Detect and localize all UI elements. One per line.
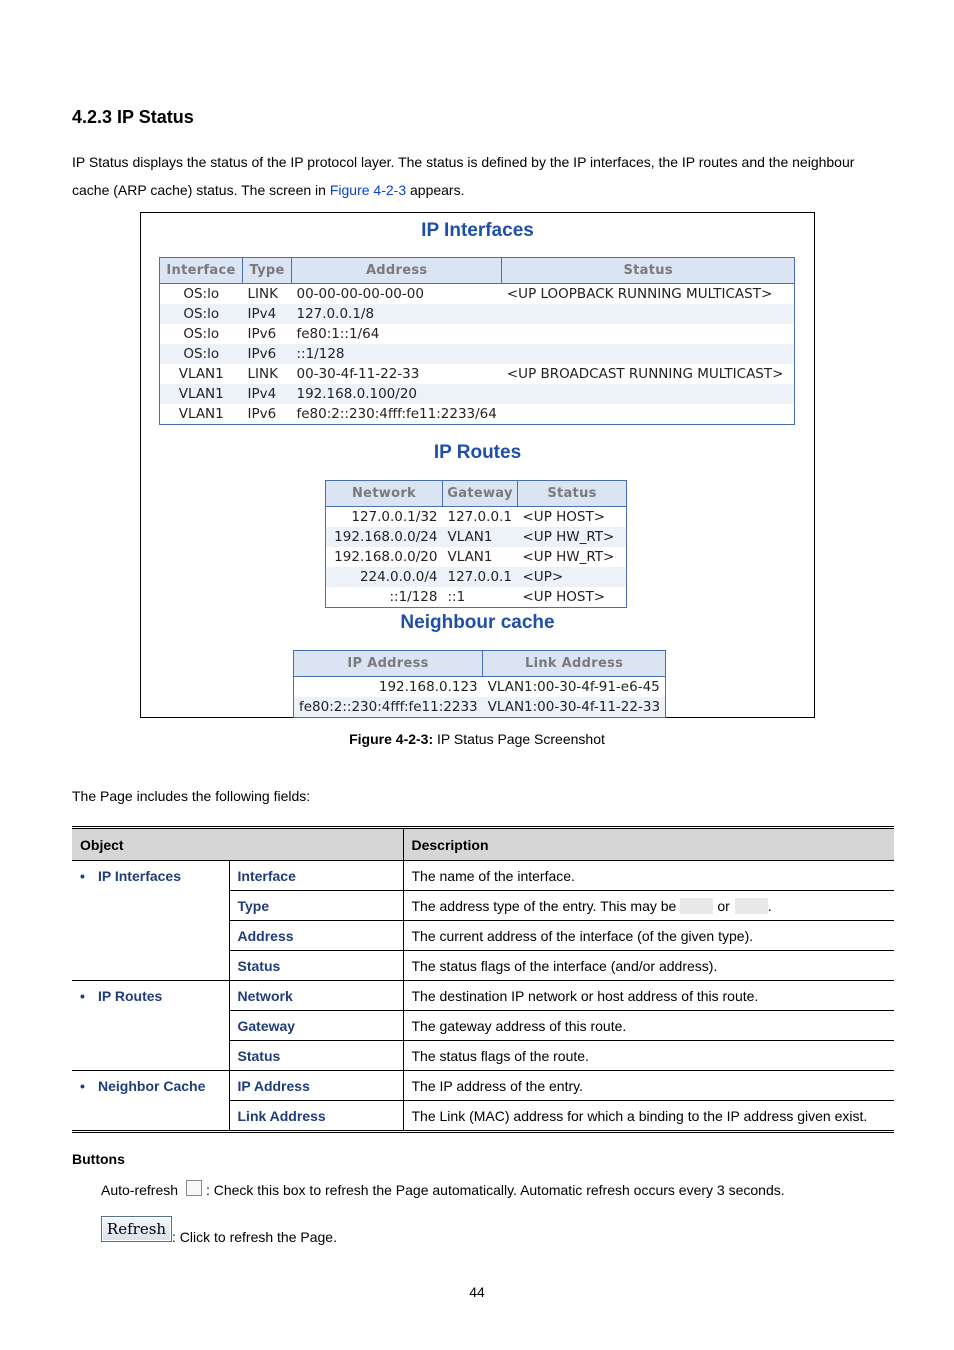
table-cell: 192.168.0.0/20 bbox=[334, 549, 438, 565]
ip-interfaces-title: IP Interfaces bbox=[421, 220, 534, 241]
object-cell bbox=[72, 861, 229, 981]
table-cell: OS:lo bbox=[160, 344, 243, 364]
neighbour-cache-col-header: Link Address bbox=[483, 651, 666, 677]
table-cell: 192.168.0.0/24 bbox=[326, 527, 443, 547]
table-cell: 00-30-4f-11-22-33 bbox=[296, 366, 420, 382]
auto-refresh-label: Auto-refresh bbox=[101, 1182, 179, 1198]
table-cell: IPv4 bbox=[243, 384, 292, 404]
buttons-heading: Buttons bbox=[72, 1151, 125, 1167]
neighbour-cache-table bbox=[293, 650, 666, 718]
section-title: 4.2.3 IP Status bbox=[72, 107, 194, 127]
auto-refresh-description: : Check this box to refresh the Page automatically. Automatic refresh occurs every 3 seconds. bbox=[205, 1182, 785, 1198]
description-text: The destination IP network or host address of this route. bbox=[411, 987, 759, 1004]
table-cell: ::1/128 bbox=[292, 344, 502, 364]
table-row bbox=[294, 677, 666, 698]
object-label: IP Routes bbox=[98, 988, 163, 1004]
table-cell: IPv4 bbox=[243, 304, 292, 324]
table-cell: 224.0.0.0/4 bbox=[326, 567, 443, 587]
table-cell: <UP> bbox=[518, 567, 627, 587]
description-header: Description bbox=[403, 828, 894, 861]
figure-caption bbox=[0, 731, 954, 747]
table-row bbox=[72, 981, 894, 1011]
description-text: The name of the interface. bbox=[411, 867, 575, 884]
field-description bbox=[403, 1071, 894, 1101]
description-text: The status flags of the interface (and/or address). bbox=[411, 957, 718, 974]
table-cell bbox=[502, 344, 795, 364]
field-name: Status bbox=[229, 951, 403, 981]
table-cell: VLAN1 bbox=[447, 549, 493, 565]
table-cell: VLAN1 bbox=[160, 384, 243, 404]
description-text: The Link (MAC) address for which a binding to the IP address given exist. bbox=[411, 1107, 868, 1124]
table-row bbox=[326, 587, 627, 608]
table-cell: VLAN1:00-30-4f-91-e6-45 bbox=[487, 679, 660, 695]
period: . bbox=[767, 897, 772, 914]
fields-table bbox=[72, 826, 894, 1133]
description-text: The address type of the entry. This may be bbox=[411, 897, 677, 914]
table-cell: <UP HW_RT> bbox=[518, 527, 627, 547]
type-value-placeholder bbox=[680, 898, 713, 914]
table-cell: <UP HOST> bbox=[522, 589, 606, 605]
fields-intro: The Page includes the following fields: bbox=[72, 788, 311, 804]
field-description bbox=[403, 891, 894, 921]
field-name: Interface bbox=[229, 861, 403, 891]
table-cell: 127.0.0.1/32 bbox=[351, 509, 438, 525]
refresh-button[interactable]: Refresh bbox=[101, 1216, 172, 1242]
type-value-placeholder bbox=[735, 898, 768, 914]
ip-interfaces-col-header: Status bbox=[502, 258, 795, 284]
description-text: The IP address of the entry. bbox=[411, 1077, 583, 1094]
table-cell: <UP BROADCAST RUNNING MULTICAST> bbox=[506, 366, 784, 382]
field-name: Type bbox=[229, 891, 403, 921]
table-cell: <UP HOST> bbox=[522, 509, 606, 525]
or-text: or bbox=[717, 897, 730, 914]
object-cell bbox=[72, 981, 229, 1071]
intro-text-end: appears. bbox=[406, 182, 465, 198]
ip-routes-col-header: Status bbox=[518, 481, 627, 507]
page-number: 44 bbox=[469, 1284, 485, 1300]
table-cell: 192.168.0.100/20 bbox=[292, 384, 502, 404]
intro-paragraph bbox=[72, 148, 892, 204]
field-description bbox=[403, 1041, 894, 1071]
ip-interfaces-col-header: Address bbox=[292, 258, 502, 284]
field-name: IP Address bbox=[229, 1071, 403, 1101]
table-row bbox=[326, 547, 627, 567]
auto-refresh-checkbox[interactable] bbox=[186, 1180, 202, 1196]
table-row bbox=[160, 364, 795, 384]
object-header: Object bbox=[72, 828, 403, 861]
table-cell: fe80:2::230:4fff:fe11:2233 bbox=[294, 697, 483, 718]
field-name: Status bbox=[229, 1041, 403, 1071]
table-cell: 127.0.0.1/8 bbox=[292, 304, 502, 324]
table-row bbox=[72, 861, 894, 891]
description-text: The current address of the interface (of the given type). bbox=[411, 927, 754, 944]
table-row bbox=[160, 384, 795, 404]
field-name: Address bbox=[229, 921, 403, 951]
ip-interfaces-col-header: Type bbox=[243, 258, 292, 284]
caption-label: Figure 4-2-3: bbox=[349, 731, 434, 747]
ip-routes-title: IP Routes bbox=[433, 442, 522, 463]
table-row bbox=[294, 697, 666, 718]
table-row bbox=[160, 404, 795, 425]
field-description bbox=[403, 1101, 894, 1132]
bullet-icon: • bbox=[80, 868, 85, 884]
table-cell: 127.0.0.1 bbox=[443, 567, 518, 587]
figure-link[interactable]: Figure 4-2-3 bbox=[329, 182, 407, 198]
table-cell: IPv6 bbox=[247, 326, 277, 342]
table-cell: IPv6 bbox=[247, 406, 277, 422]
table-cell: fe80:2::230:4fff:fe11:2233/64 bbox=[296, 406, 497, 422]
table-cell: OS:lo bbox=[183, 286, 220, 302]
table-row bbox=[326, 507, 627, 528]
table-row bbox=[160, 304, 795, 324]
intro-text: IP Status displays the status of the IP protocol layer. The status is defined by the IP interfaces, the IP routes and the neighbour cache (ARP cache) status. The screen in bbox=[72, 154, 855, 198]
ip-routes-col-header: Network bbox=[326, 481, 443, 507]
field-description bbox=[403, 1011, 894, 1041]
table-cell: VLAN1 bbox=[178, 406, 224, 422]
caption-text: IP Status Page Screenshot bbox=[433, 731, 605, 747]
table-cell: LINK bbox=[247, 366, 278, 382]
field-description bbox=[403, 921, 894, 951]
table-cell: <UP HW_RT> bbox=[522, 549, 615, 565]
description-text: The status flags of the route. bbox=[411, 1047, 589, 1064]
table-cell: VLAN1:00-30-4f-11-22-33 bbox=[483, 697, 666, 718]
table-row bbox=[72, 1071, 894, 1101]
refresh-description: : Click to refresh the Page. bbox=[172, 1229, 337, 1245]
ip-interfaces-table bbox=[159, 257, 795, 425]
table-cell: VLAN1 bbox=[178, 366, 224, 382]
table-cell bbox=[502, 324, 795, 344]
table-cell: <UP LOOPBACK RUNNING MULTICAST> bbox=[506, 286, 773, 302]
description-text: The gateway address of this route. bbox=[411, 1017, 627, 1034]
field-name: Network bbox=[229, 981, 403, 1011]
bullet-icon: • bbox=[80, 988, 85, 1004]
bullet-icon: • bbox=[80, 1078, 85, 1094]
field-description bbox=[403, 861, 894, 891]
table-cell: OS:lo bbox=[160, 304, 243, 324]
object-label: IP Interfaces bbox=[98, 868, 182, 884]
table-cell: VLAN1 bbox=[443, 527, 518, 547]
object-cell bbox=[72, 1071, 229, 1132]
table-row bbox=[160, 344, 795, 364]
neighbour-cache-col-header: IP Address bbox=[294, 651, 483, 677]
neighbour-cache-title: Neighbour cache bbox=[400, 612, 555, 633]
field-name: Link Address bbox=[229, 1101, 403, 1132]
auto-refresh-line bbox=[101, 1180, 785, 1198]
table-row bbox=[160, 324, 795, 344]
object-label: Neighbor Cache bbox=[98, 1078, 206, 1094]
table-cell bbox=[502, 384, 795, 404]
table-row bbox=[160, 284, 795, 305]
table-cell: 192.168.0.123 bbox=[378, 679, 478, 695]
table-cell: 00-00-00-00-00-00 bbox=[296, 286, 424, 302]
table-cell: fe80:1::1/64 bbox=[296, 326, 380, 342]
table-cell: LINK bbox=[247, 286, 278, 302]
ip-status-screenshot bbox=[140, 212, 815, 718]
table-cell: ::1/128 bbox=[389, 589, 438, 605]
ip-routes-table bbox=[325, 480, 627, 608]
table-cell: ::1 bbox=[447, 589, 466, 605]
table-cell bbox=[502, 404, 795, 425]
field-description bbox=[403, 951, 894, 981]
table-cell: IPv6 bbox=[243, 344, 292, 364]
table-row bbox=[326, 527, 627, 547]
field-name: Gateway bbox=[229, 1011, 403, 1041]
ip-routes-col-header: Gateway bbox=[443, 481, 518, 507]
field-description bbox=[403, 981, 894, 1011]
table-row bbox=[326, 567, 627, 587]
table-cell bbox=[502, 304, 795, 324]
table-cell: OS:lo bbox=[183, 326, 220, 342]
table-cell: 127.0.0.1 bbox=[447, 509, 512, 525]
ip-interfaces-col-header: Interface bbox=[160, 258, 243, 284]
